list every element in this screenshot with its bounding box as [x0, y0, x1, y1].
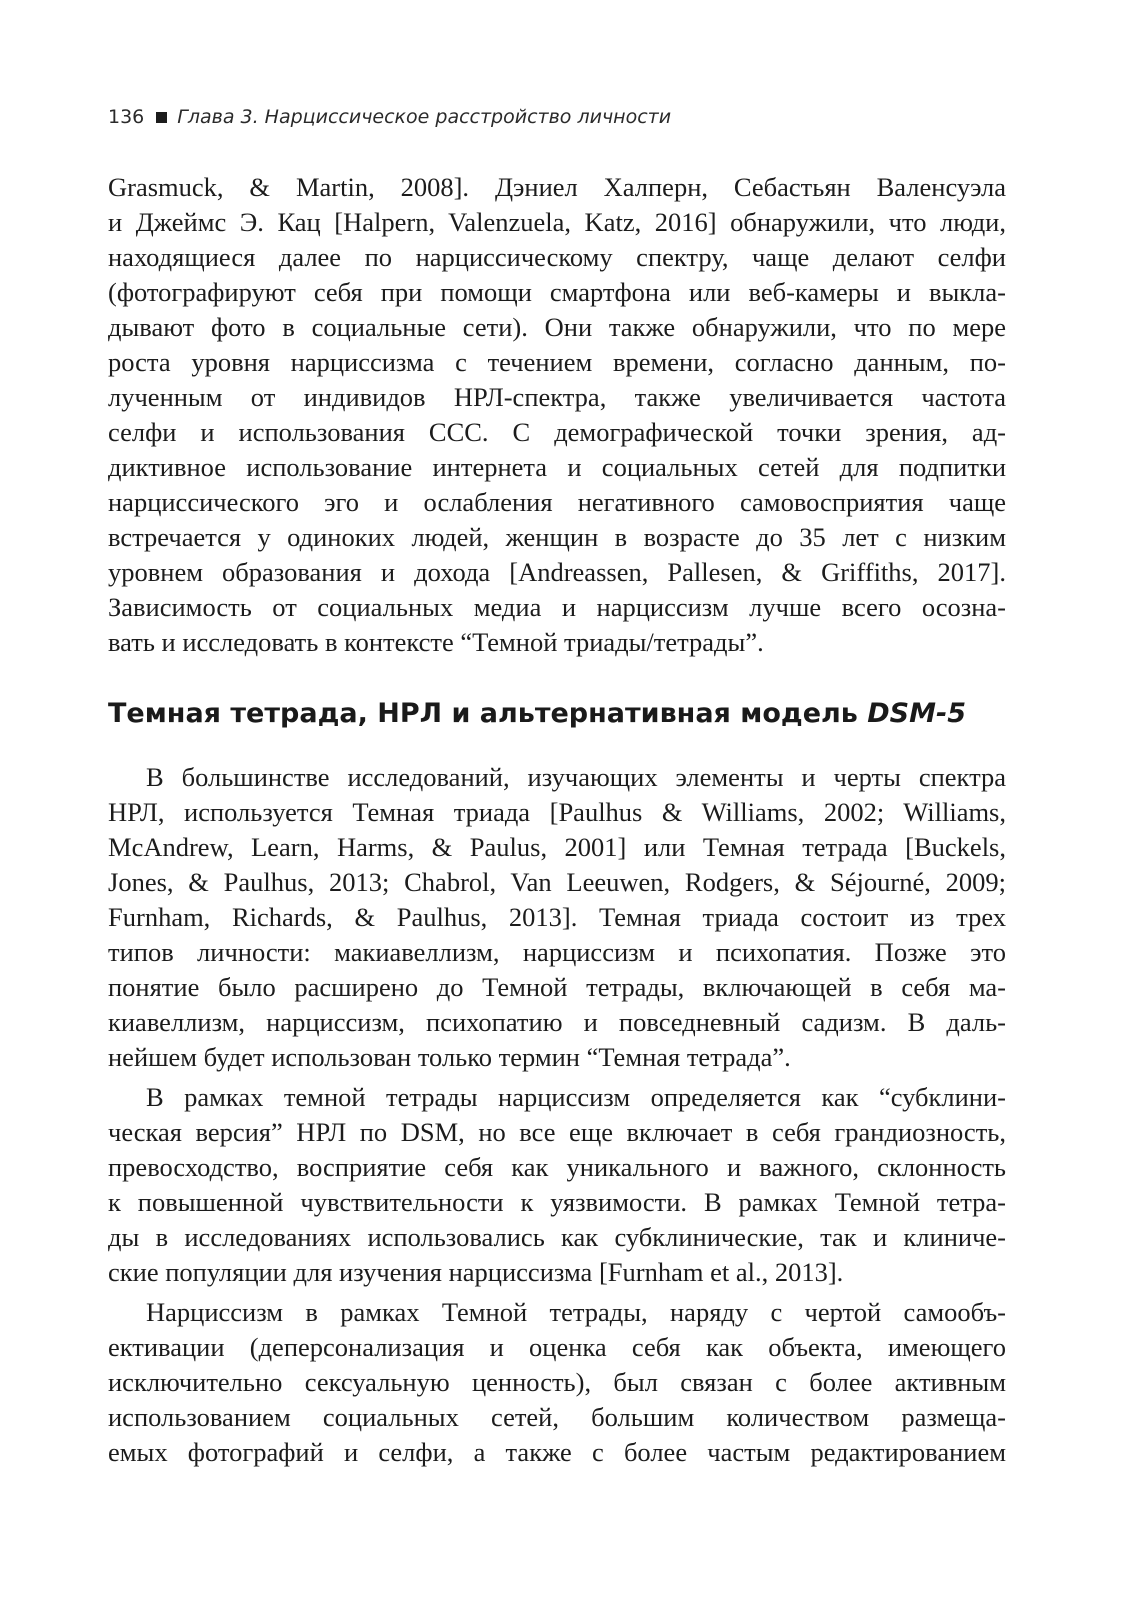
text-line: емых фотографий и селфи, а также с более частым редактированием [108, 1437, 1006, 1467]
text-line: вать и исследовать в контексте “Темной триады/тетрады”. [108, 627, 764, 657]
text-line: Grasmuck, & Martin, 2008]. Дэниел Халперн, Себастьян Валенсуэла [108, 172, 1006, 202]
text-line: понятие было расширено до Темной тетрады, включающей в себя ма- [108, 972, 1006, 1002]
text-line: роста уровня нарциссизма с течением времени, согласно данным, по- [108, 347, 1006, 377]
text-line: (фотографируют себя при помощи смартфона или веб-камеры и выкла- [108, 277, 1006, 307]
page-number: 136 [108, 106, 145, 128]
text-line: диктивное использование интернета и социальных сетей для подпитки [108, 452, 1006, 482]
text-line: В рамках темной тетрады нарциссизм определяется как “субклини- [146, 1082, 1006, 1112]
running-head [108, 106, 671, 128]
text-line: типов личности: макиавеллизм, нарциссизм и психопатия. Позже это [108, 937, 1006, 967]
text-line: встречается у одиноких людей, женщин в возрасте до 35 лет с низким [108, 522, 1006, 552]
square-bullet-icon [156, 112, 167, 123]
text-line: Furnham, Richards, & Paulhus, 2013]. Темная триада состоит из трех [108, 902, 1006, 932]
text-line: ды в исследованиях использовались как субклинические, так и клиниче- [108, 1222, 1006, 1252]
text-line: киавеллизм, нарциссизм, психопатию и повседневный садизм. В даль- [108, 1007, 1006, 1037]
text-line: ективации (деперсонализация и оценка себя как объекта, имеющего [108, 1332, 1006, 1362]
text-line: Нарциссизм в рамках Темной тетрады, наряду с чертой самообъ- [146, 1297, 1006, 1327]
text-line: исключительно сексуальную ценность), был связан с более активным [108, 1367, 1006, 1397]
text-line: ские популяции для изучения нарциссизма [Furnham et al., 2013]. [108, 1257, 844, 1287]
text-line: дывают фото в социальные сети). Они также обнаружили, что по мере [108, 312, 1006, 342]
text-line: находящиеся далее по нарциссическому спектру, чаще делают селфи [108, 242, 1006, 272]
text-line: и Джеймс Э. Кац [Halpern, Valenzuela, Katz, 2016] обнаружили, что люди, [108, 207, 1006, 237]
paragraph-3 [108, 1080, 1006, 1290]
text-line: нарциссического эго и ослабления негативного самовосприятия чаще [108, 487, 1006, 517]
section-heading-italic: DSM-5 [867, 698, 966, 729]
text-line: лученным от индивидов НРЛ-спектра, также увеличивается частота [108, 382, 1006, 412]
text-line: уровнем образования и дохода [Andreassen, Pallesen, & Griffiths, 2017]. [108, 557, 1006, 587]
text-line: НРЛ, используется Темная триада [Paulhus & Williams, 2002; Williams, [108, 797, 1006, 827]
text-line: В большинстве исследований, изучающих элементы и черты спектра [146, 762, 1006, 792]
section-heading [108, 698, 966, 729]
paragraph-4 [108, 1295, 1006, 1470]
text-line: селфи и использования ССС. С демографической точки зрения, ад- [108, 417, 1006, 447]
text-line: Зависимость от социальных медиа и нарциссизм лучше всего осозна- [108, 592, 1006, 622]
text-line: использованием социальных сетей, большим количеством размеща- [108, 1402, 1006, 1432]
section-heading-text: Темная тетрада, НРЛ и альтернативная модель [108, 698, 868, 729]
text-line: McAndrew, Learn, Harms, & Paulus, 2001] или Темная тетрада [Buckels, [108, 832, 1006, 862]
text-line: Jones, & Paulhus, 2013; Chabrol, Van Leeuwen, Rodgers, & Séjourné, 2009; [108, 867, 1006, 897]
paragraph-2 [108, 760, 1006, 1075]
text-line: превосходство, восприятие себя как уникального и важного, склонность [108, 1152, 1006, 1182]
paragraph-1 [108, 170, 1006, 660]
text-line: ческая версия” НРЛ по DSM, но все еще включает в себя грандиозность, [108, 1117, 1006, 1147]
text-line: к повышенной чувствительности к уязвимости. В рамках Темной тетра- [108, 1187, 1006, 1217]
chapter-title: Глава 3. Нарциссическое расстройство личности [177, 106, 672, 128]
text-line: нейшем будет использован только термин “Темная тетрада”. [108, 1042, 791, 1072]
